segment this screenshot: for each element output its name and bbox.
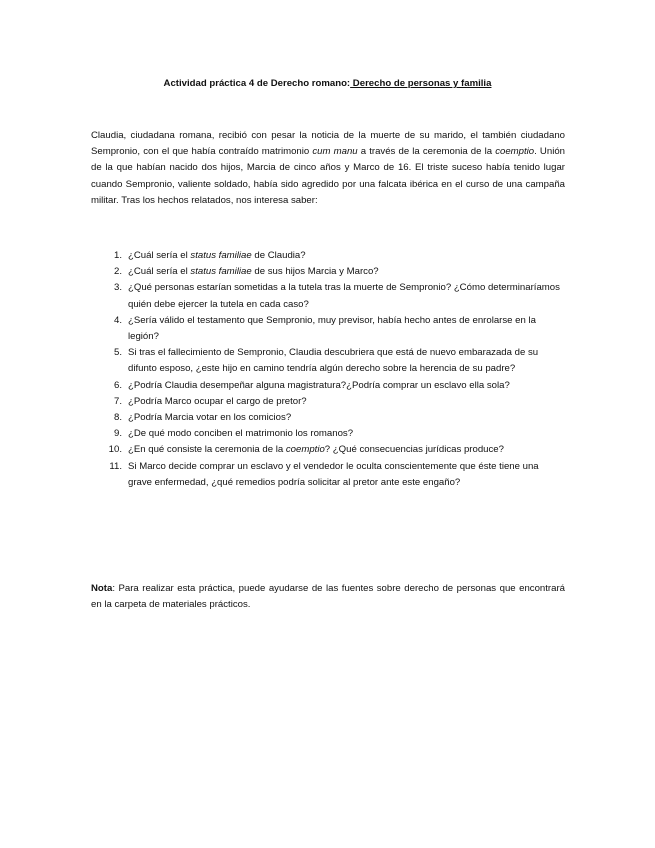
question-text-b: de sus hijos Marcia y Marco?	[251, 266, 379, 278]
question-text-b: de Claudia?	[251, 250, 306, 261]
question-text-a: ¿Sería válido el testamento que Sempronio, muy previsor, había hecho antes de enrolarse en la legión?	[128, 314, 536, 343]
list-item	[91, 410, 565, 426]
list-item	[91, 459, 565, 491]
question-number: 11.	[109, 460, 122, 472]
note-paragraph	[91, 581, 565, 613]
question-text-italic: status familiae	[190, 250, 252, 261]
question-text	[128, 345, 565, 377]
question-text-italic: coemptio	[285, 444, 325, 456]
questions-list	[91, 248, 565, 491]
question-text	[128, 410, 565, 426]
list-item	[91, 264, 565, 280]
question-text-a: ¿Cuál sería el	[128, 250, 191, 261]
question-text	[128, 459, 565, 491]
question-text-a: Si tras el fallecimiento de Sempronio, Claudia descubriera que está de nuevo embarazada de su difunto esposo, ¿este hijo en camino tendría algún derecho sobre la herencia de su padre?	[128, 347, 539, 375]
question-number: 8.	[113, 412, 122, 424]
question-text	[128, 280, 565, 312]
question-text	[128, 264, 565, 280]
question-text	[128, 378, 565, 394]
title-prefix: Actividad práctica 4 de Derecho romano:	[163, 78, 351, 89]
question-text-a: ¿Podría Marco ocupar el cargo de pretor?	[128, 395, 307, 407]
intro-italic-cum-manu: cum manu	[312, 146, 358, 158]
question-number: 3.	[113, 282, 122, 294]
intro-text-3: . Unión de la que habían nacido dos hijos, Marcia de cinco años y Marco de 16. El triste suceso había tenido lugar cuando Sempronio, valiente soldado, había sido agredido por una falcata ibérica en el curso de una campaña militar. Tras los hechos relatados, nos interesa saber:	[91, 146, 566, 206]
intro-text-2: a través de la ceremonia de la	[357, 146, 496, 158]
question-text-italic: status familiae	[190, 266, 252, 278]
question-text-a: ¿En qué consiste la ceremonia de la	[128, 444, 286, 456]
page-title	[0, 76, 655, 92]
question-text-a: ¿Podría Claudia desempeñar alguna magistratura?¿Podría comprar un esclavo ella sola?	[128, 379, 510, 391]
question-number: 2.	[113, 266, 122, 278]
question-number: 10.	[108, 444, 122, 456]
question-text-b: ? ¿Qué consecuencias jurídicas produce?	[324, 444, 504, 456]
list-item	[91, 280, 565, 312]
question-text-a: ¿Qué personas estarían sometidas a la tutela tras la muerte de Sempronio? ¿Cómo determinaríamos quién debe ejercer la tutela en cada caso?	[128, 282, 560, 310]
question-text	[128, 394, 565, 410]
note-text: : Para realizar esta práctica, puede ayudarse de las fuentes sobre derecho de personas que encontrará en la carpeta de materiales prácticos.	[91, 583, 565, 611]
note-label: Nota	[91, 583, 113, 594]
list-item	[91, 378, 565, 394]
question-number: 4.	[113, 314, 122, 326]
question-text-a: ¿Cuál sería el	[128, 266, 191, 278]
title-subject: Derecho de personas y familia	[350, 78, 492, 89]
question-text	[128, 426, 565, 442]
question-text-a: Si Marco decide comprar un esclavo y el vendedor le oculta conscientemente que éste tiene una grave enfermedad, ¿qué remedios podría solicitar al pretor ante este engaño?	[128, 460, 539, 488]
question-text	[128, 313, 565, 345]
intro-text-1: Claudia, ciudadana romana, recibió con pesar la noticia de la muerte de su marido, el también ciudadano Sempronio, con el que había contraído matrimonio	[91, 130, 565, 158]
question-text-a: ¿De qué modo conciben el matrimonio los romanos?	[128, 428, 354, 440]
question-number: 5.	[113, 347, 122, 359]
question-number: 1.	[113, 250, 122, 261]
question-text	[128, 442, 565, 458]
question-number: 9.	[113, 428, 122, 440]
list-item	[91, 394, 565, 410]
question-number: 6.	[113, 379, 122, 391]
list-item	[91, 426, 565, 442]
list-item	[91, 313, 565, 345]
list-item	[91, 345, 565, 377]
intro-paragraph	[91, 128, 565, 209]
question-text-a: ¿Podría Marcia votar en los comicios?	[128, 412, 292, 424]
intro-italic-coemptio: coemptio	[495, 146, 535, 158]
question-text	[128, 248, 565, 264]
list-item	[91, 248, 565, 264]
question-number: 7.	[113, 395, 122, 407]
list-item	[91, 442, 565, 458]
